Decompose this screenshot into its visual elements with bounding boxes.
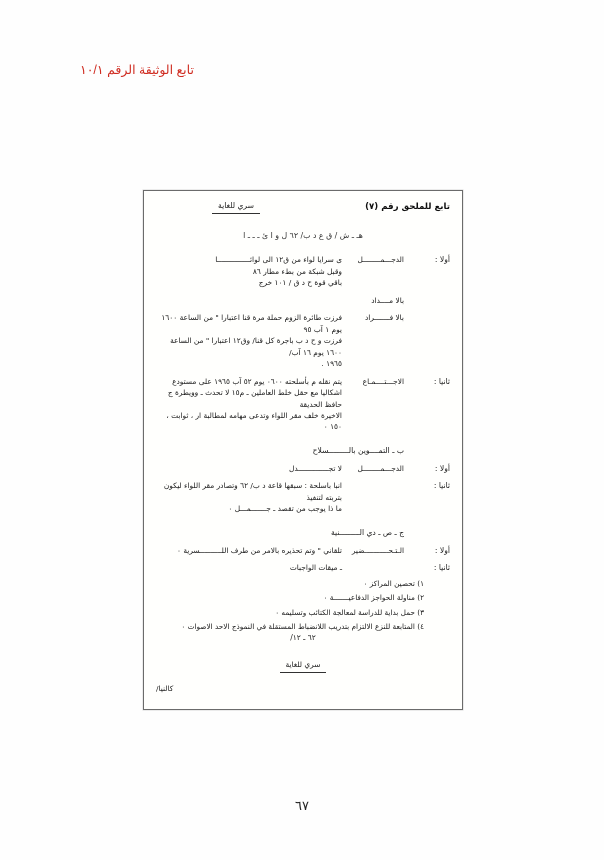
- list-item: [156, 562, 450, 574]
- section-b-header: [156, 445, 450, 457]
- item-number: أولا :: [434, 463, 450, 473]
- item-line: ـ ميقات الواجبات: [289, 563, 342, 573]
- signature-line1: سري للغاية: [285, 660, 321, 669]
- item-body: [156, 376, 342, 433]
- document-header-note: تابع الوثيقة الرقم ١٠/١: [80, 63, 194, 77]
- sub-item: ٣) حمل بداية للدراسة لمعالجة الكتائب وتسليمه ٠: [275, 607, 424, 617]
- item-line: انبا باسلحة : سبقها قاعة د ب/ ٦٢ وتصادر مقر اللواء ليكون بتربته لتنفيذ: [163, 481, 342, 502]
- list-item: [156, 312, 450, 369]
- sub-item: ٤) المتابعة للنزع الالتزام بتدريب اللانضباط المستقلة في النموذج الاحد الاصوات ٠: [181, 622, 424, 632]
- annex-label: تابع للملحق رقم (٧): [365, 202, 450, 212]
- section-c-title: ج ـ ص ـ دي الـــــــــنية: [330, 527, 404, 537]
- list-item: [156, 376, 450, 433]
- signature-number: ٦٢ ـ ١٢/: [290, 633, 316, 643]
- item-number: ثانيا :: [433, 376, 450, 386]
- item-body: [156, 254, 342, 288]
- item-body: [156, 562, 342, 573]
- item-line: تلقاني " وتم تحذيره بالامر من طرف اللــــــــــسرية ٠: [176, 545, 342, 555]
- sub-item: ١) تحصين المراكز ٠: [363, 579, 424, 589]
- item-body: [156, 545, 342, 556]
- item-body: [156, 463, 342, 474]
- scan-top-row: [156, 201, 450, 214]
- item-key: الـتـحـــــــــــضير: [351, 545, 404, 555]
- item-line: ١٩٦٥ .: [321, 359, 342, 369]
- item-line: باقي قوة ح د ق / ١٠١ خرج: [258, 278, 342, 288]
- section-a: [156, 254, 450, 433]
- section-b-title: ب ـ التمــــوين بالـــــــــسلاح: [312, 445, 404, 455]
- item-body: [156, 312, 342, 369]
- list-item: [156, 545, 450, 557]
- item-number: ثانيا :: [433, 481, 450, 491]
- list-item: [156, 254, 450, 288]
- item-number: أولا :: [434, 545, 450, 555]
- list-item: [156, 463, 450, 475]
- sub-item-list: [156, 578, 424, 632]
- scanned-document: [143, 190, 463, 710]
- item-line: اشكاليا مع حقل خلط العاملين ـ م١٥ لا تحدث ـ وويطرة ج حافظ الحديقة: [167, 388, 342, 409]
- item-key: بالا فـــــــراد: [365, 313, 404, 323]
- item-key: الدجـــمــــــــل: [357, 255, 404, 265]
- unit-stamp: [212, 201, 260, 214]
- section-c-header: [156, 527, 450, 539]
- item-number: ثانيا :: [433, 563, 450, 573]
- item-line: الاخيرة خلف مقر اللواء وتدعى مهامه لمطالبة ار ، ثوابت ، ١٥٠ ٠: [166, 411, 342, 432]
- item-body: [156, 480, 342, 514]
- item-line: ى سرايا لواء من ق١٢ الى لوائـــــــــــــــا: [215, 255, 342, 265]
- item-line: ما ذا يوجب من تقصد ـ جـــــــمـــل ٠: [228, 504, 342, 514]
- signature-block: [156, 660, 450, 673]
- item-line: فرزت و ح د ب باجرة كل قنا/ وق١٢ اعتبارا " من الساعة ١٦٠٠ يوم ١٦ آب/: [170, 336, 342, 357]
- page-number: ٦٧: [295, 798, 309, 813]
- list-item: [156, 295, 450, 306]
- item-line: فرزت طائرة الزوم حملة مرة قنا اعتبارا " من الساعة ١٦٠٠ يوم ١ آب ٩٥: [161, 313, 342, 334]
- item-line: لا تجــــــــــــــدل: [289, 463, 342, 473]
- list-item: [156, 480, 450, 514]
- unit-stamp-line1: سري للغاية: [218, 201, 254, 210]
- signature-rule: [280, 672, 326, 673]
- sub-item: ٢) مناولة الحواجز الدفاعيـــــــة ٠: [323, 593, 424, 603]
- item-key: الدجـــمــــــــل: [357, 463, 404, 473]
- reference-line: هـ ـ ش / ق ع د ب/ ٦٢ ل و ا ئ ـ ـ ـ ا: [243, 231, 363, 241]
- unit-stamp-rule: [212, 213, 260, 214]
- item-line: وقبل شبكة من بطء مطار ٨٦: [252, 266, 342, 276]
- item-line: يتم نقله م بأسلحته ٠٦٠٠ يوم ٥٢ آب ١٩٦٥ على مستودع: [172, 376, 342, 386]
- item-key: بالا مــــداد: [371, 295, 404, 305]
- scan-footer-note: كالنيا/: [156, 684, 174, 694]
- item-key: الاجـــتــــمـاع: [362, 376, 404, 386]
- item-number: أولا :: [434, 255, 450, 265]
